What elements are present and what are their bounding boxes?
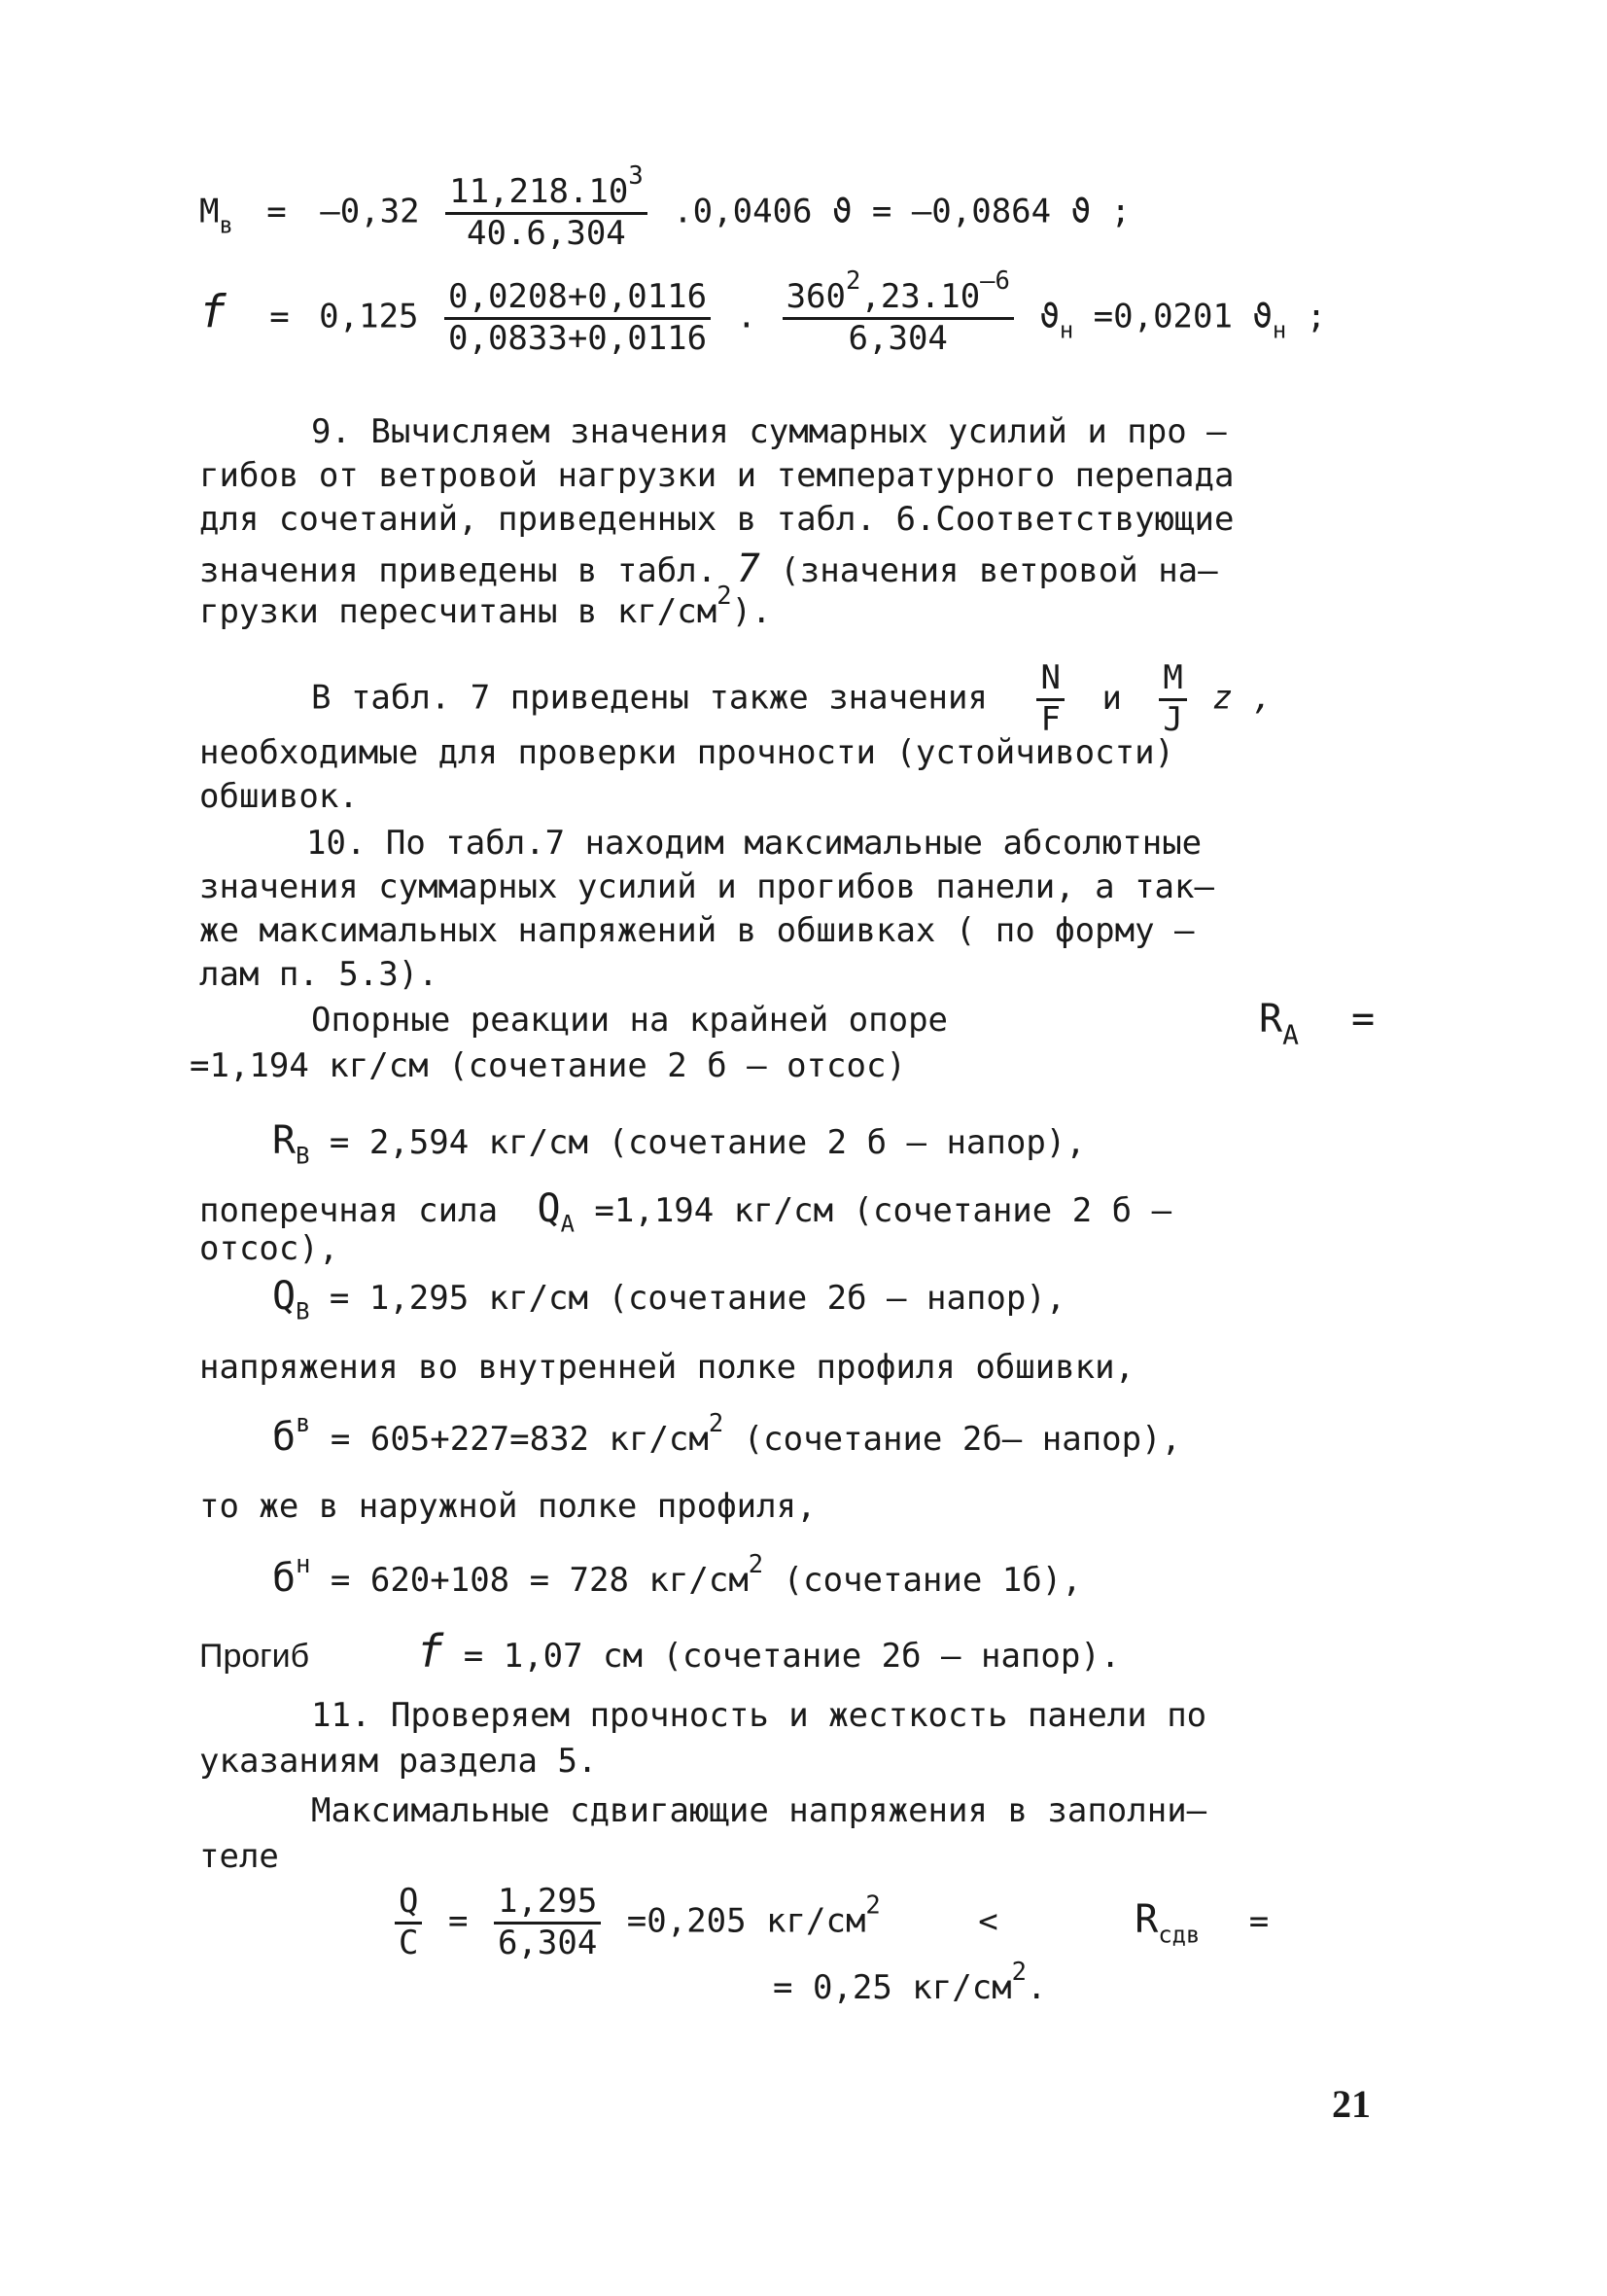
formula-mb bbox=[199, 160, 1131, 253]
formula-subscript: н bbox=[1272, 316, 1287, 344]
formula-subscript: cдв bbox=[1158, 1921, 1201, 1949]
fraction bbox=[783, 265, 1014, 358]
formula-subscript: B bbox=[296, 1297, 310, 1325]
stress-outer bbox=[272, 1549, 1082, 1601]
text: = 1,295 кг/см (сочетание 2б – напор), bbox=[309, 1279, 1066, 1318]
equals-sign: = bbox=[266, 192, 287, 231]
text: (значения ветровой на– bbox=[780, 551, 1218, 590]
fraction-numerator: 360 bbox=[786, 277, 846, 316]
para11-line: Максимальные сдвигающие напряжения в заполни– bbox=[311, 1791, 1207, 1830]
text: = 2,594 кг/см (сочетание 2 б – напор), bbox=[309, 1123, 1086, 1162]
formula-subscript: н bbox=[1059, 316, 1074, 344]
text: (сочетание 1б), bbox=[763, 1561, 1082, 1600]
fraction bbox=[494, 1882, 601, 1962]
fraction bbox=[1159, 658, 1186, 739]
page-number: 21 bbox=[1332, 2082, 1371, 2126]
formula-subscript: B bbox=[296, 1142, 310, 1170]
fraction-denominator: 6,304 bbox=[848, 318, 948, 358]
text: (сочетание 2б– напор), bbox=[723, 1420, 1182, 1459]
para9-line bbox=[199, 581, 772, 631]
formula-tail: ; bbox=[1286, 297, 1327, 336]
fraction bbox=[444, 277, 711, 358]
reaction-rb bbox=[272, 1118, 1086, 1170]
fraction-numerator: Q bbox=[395, 1885, 422, 1925]
formula-tail: ϑ bbox=[1039, 297, 1060, 336]
superscript: 2 bbox=[845, 265, 861, 296]
superscript: 2 bbox=[708, 1408, 724, 1438]
stress-outer-label: то же в наружной полке профиля, bbox=[199, 1487, 817, 1526]
equals-sign: = bbox=[1351, 997, 1376, 1042]
text: ). bbox=[731, 592, 772, 631]
tab7-line: обшивок. bbox=[199, 777, 359, 816]
formula-symbol: R bbox=[272, 1118, 297, 1163]
text: =1,194 кг/см (сочетание 2 б – bbox=[574, 1191, 1172, 1230]
reaction-ra-value: =1,194 кг/см (сочетание 2 б – отсос) bbox=[190, 1046, 906, 1085]
text: Опорные реакции на крайней опоре bbox=[311, 1001, 949, 1040]
equals-sign: = bbox=[269, 297, 290, 336]
formula-symbol: M bbox=[199, 192, 220, 231]
text: = 605+227=832 кг/см bbox=[310, 1420, 709, 1459]
text: и bbox=[1101, 678, 1122, 718]
fraction-numerator: 0,0208+0,0116 bbox=[444, 280, 711, 320]
equals-sign: = bbox=[1248, 1901, 1270, 1941]
formula-coef: 0,125 bbox=[319, 297, 419, 336]
reaction-ra-symbol bbox=[1259, 997, 1376, 1051]
fraction-denominator: 6,304 bbox=[497, 1923, 598, 1962]
para11-line: 11. Проверяем прочность и жесткость панели по bbox=[311, 1696, 1207, 1735]
fraction bbox=[1036, 658, 1064, 739]
formula-symbol: б bbox=[272, 1415, 297, 1460]
fraction-numerator: N bbox=[1036, 661, 1064, 701]
para9-line: гибов от ветровой нагрузки и температурного перепада bbox=[199, 456, 1235, 495]
text: . bbox=[1027, 1968, 1047, 2007]
formula-qc-line2 bbox=[773, 1957, 1047, 2007]
text: = 0,25 кг/см bbox=[773, 1968, 1012, 2007]
reaction-ra bbox=[311, 1002, 948, 1040]
superscript: 2 bbox=[865, 1890, 881, 1921]
para10-line: 10. По табл.7 находим максимальные абсолютные bbox=[306, 824, 1203, 863]
fraction-numerator: 1,295 bbox=[494, 1885, 601, 1925]
formula-symbol: Q bbox=[537, 1186, 561, 1231]
formula-coef: –0,32 bbox=[320, 192, 420, 231]
fraction-numerator: 11,218.10 bbox=[449, 172, 629, 211]
formula-subscript: в bbox=[219, 211, 233, 239]
formula-subscript: A bbox=[1282, 1018, 1299, 1051]
fraction-numerator: M bbox=[1159, 661, 1186, 701]
formula-tail: .0,0406 ϑ = –0,0864 ϑ ; bbox=[673, 192, 1131, 231]
text: =0,205 кг/см bbox=[626, 1901, 866, 1941]
para9-line bbox=[199, 547, 1218, 591]
fraction-denominator: 40.6,304 bbox=[467, 213, 626, 253]
text: значения приведены в табл. bbox=[199, 551, 717, 590]
formula-symbol: f bbox=[199, 285, 227, 338]
shear-qb bbox=[272, 1274, 1066, 1325]
text: Прогиб bbox=[199, 1638, 310, 1675]
fraction-denominator: 0,0833+0,0116 bbox=[448, 318, 708, 358]
para10-line: лам п. 5.3). bbox=[199, 955, 438, 994]
fraction-denominator: F bbox=[1040, 699, 1061, 739]
stress-inner-label: напряжения во внутренней полке профиля обшивки, bbox=[199, 1348, 1135, 1387]
superscript: в bbox=[296, 1408, 311, 1438]
para9-line: 9. Вычисляем значения суммарных усилий и про – bbox=[311, 412, 1227, 451]
formula-symbol: Q bbox=[272, 1274, 297, 1319]
formula-subscript: A bbox=[560, 1210, 575, 1238]
superscript: 2 bbox=[716, 581, 732, 611]
superscript: н bbox=[296, 1549, 311, 1579]
formula-f: f = 0,125 $\frac{0,0208+0,0116}{0,0833+0,0116}$ . $\frac{360^2,23.10^{-6}}{6,304}$ $ϑ_н =0,0201$ $ϑ_н$ ; bbox=[199, 265, 1327, 358]
superscript: 2 bbox=[748, 1549, 764, 1579]
formula-tail: z , bbox=[1212, 678, 1273, 718]
fraction bbox=[445, 160, 647, 253]
superscript: 2 bbox=[1011, 1957, 1027, 1987]
table-ref: 7 bbox=[736, 547, 760, 591]
superscript: –6 bbox=[980, 265, 1010, 296]
para11-line: теле bbox=[199, 1837, 279, 1876]
formula-symbol: б bbox=[272, 1556, 297, 1601]
para10-line: значения суммарных усилий и прогибов панели, а так– bbox=[199, 867, 1214, 906]
fraction bbox=[395, 1882, 422, 1962]
formula-symbol: R bbox=[1135, 1896, 1159, 1942]
para9-line: для сочетаний, приведенных в табл. 6.Соответствующие bbox=[199, 500, 1235, 539]
formula-symbol: R bbox=[1259, 997, 1283, 1042]
text: = 1,07 см (сочетание 2б – напор). bbox=[443, 1637, 1121, 1676]
shear-qa bbox=[199, 1186, 1172, 1238]
less-than-sign: < bbox=[978, 1901, 998, 1941]
formula-qc bbox=[389, 1882, 1270, 1962]
text: поперечная сила bbox=[199, 1191, 499, 1230]
fraction-numerator-tail: ,23.10 bbox=[860, 277, 981, 316]
text: В табл. 7 приведены также значения bbox=[311, 678, 988, 718]
superscript: 3 bbox=[628, 160, 644, 191]
fraction-denominator: C bbox=[399, 1923, 419, 1962]
para10-line: же максимальных напряжений в обшивках ( по форму – bbox=[199, 911, 1195, 950]
shear-qa-cont: отсос), bbox=[199, 1229, 339, 1268]
formula-symbol: f bbox=[416, 1625, 444, 1678]
tab7-line: необходимые для проверки прочности (устойчивости) bbox=[199, 733, 1175, 772]
deflection bbox=[199, 1626, 1120, 1678]
text: = 620+108 = 728 кг/см bbox=[310, 1561, 749, 1600]
fraction-denominator: J bbox=[1163, 699, 1183, 739]
para11-line: указаниям раздела 5. bbox=[199, 1742, 598, 1781]
formula-tail: =0,0201 ϑ bbox=[1073, 297, 1273, 336]
text: грузки пересчитаны в кг/см bbox=[199, 592, 717, 631]
tab7-line bbox=[311, 658, 1273, 739]
stress-inner bbox=[272, 1408, 1182, 1460]
equals-sign: = bbox=[447, 1901, 469, 1941]
